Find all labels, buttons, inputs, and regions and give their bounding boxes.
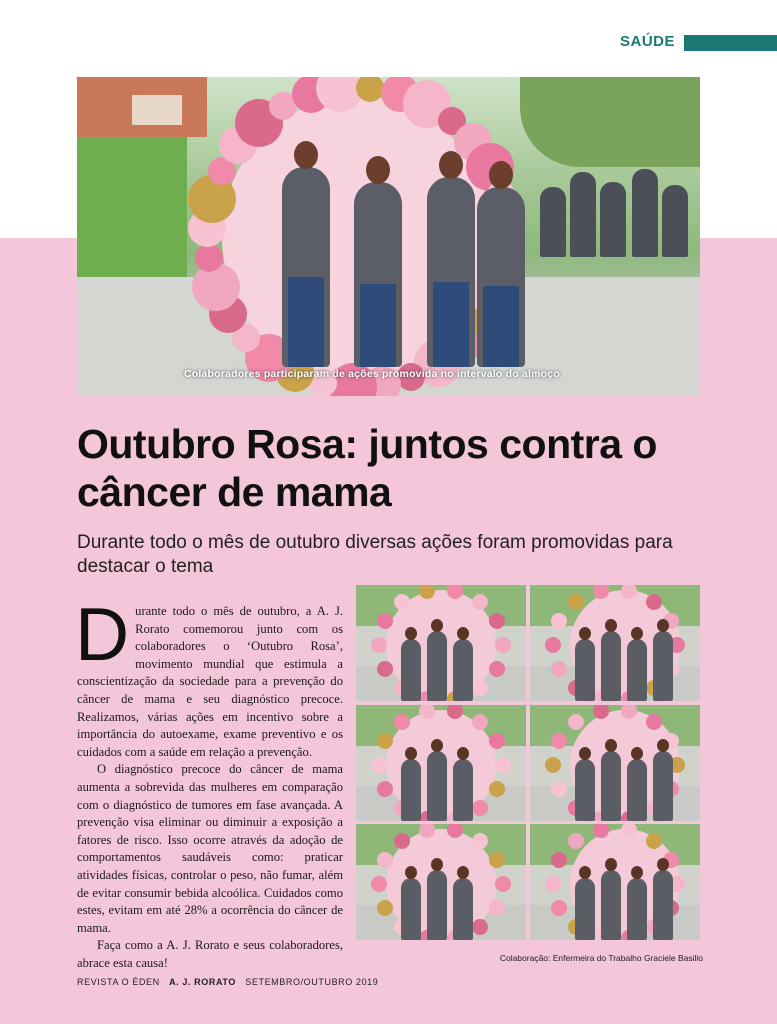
balloon — [472, 833, 488, 849]
balloon — [472, 680, 488, 696]
person — [453, 639, 473, 701]
person — [427, 631, 447, 701]
balloon — [371, 757, 387, 773]
balloon — [472, 714, 488, 730]
balloon — [551, 661, 567, 677]
balloon — [551, 900, 567, 916]
balloon — [489, 733, 505, 749]
page-footer — [77, 977, 378, 987]
footer-magazine: REVISTA O ÉDEN — [77, 977, 160, 987]
balloon — [489, 613, 505, 629]
footer-brand: A. J. RORATO — [169, 977, 236, 987]
balloon — [472, 800, 488, 816]
photo-crowd — [540, 147, 690, 257]
balloon — [371, 876, 387, 892]
person — [601, 870, 621, 940]
photo-credit: Colaboração: Enfermeira do Trabalho Graciele Basilio — [499, 953, 703, 963]
balloon — [545, 757, 561, 773]
photo-grid-5 — [356, 824, 526, 940]
person — [453, 759, 473, 821]
person — [601, 751, 621, 821]
balloon — [551, 781, 567, 797]
balloon — [489, 852, 505, 868]
person — [427, 870, 447, 940]
balloon — [646, 833, 662, 849]
paragraph-2: O diagnóstico precoce do câncer de mama aumenta a sobrevida das mulheres em comparação com o diagnóstico de tumores em fase avançada. A prevenção visa eliminar ou diminuir a exposição a fatores de risco. Isso ocorre através da adoção de comportamentos saudáveis como: praticar atividades físicas, controlar o peso, não fumar, além de evitar consumir bebida alcoólica. Cuidados como estes, evitam em até 28% a ocorrência do câncer de mama. — [77, 762, 343, 935]
balloon — [472, 919, 488, 935]
article-title: Outubro Rosa: juntos contra o câncer de mama — [77, 421, 657, 515]
person — [627, 759, 647, 821]
balloon — [377, 661, 393, 677]
article-body — [75, 592, 343, 972]
balloon — [545, 876, 561, 892]
balloon — [489, 661, 505, 677]
photo-grid-3 — [356, 705, 526, 821]
hero-photo — [77, 77, 700, 396]
balloon — [646, 714, 662, 730]
balloon — [356, 77, 384, 102]
paragraph-1: urante todo o mês de outubro, a A. J. Rorato comemorou junto com os colaboradores o ‘Outubro Rosa’, movimento mundial que estimula a conscientização da sociedade para a prevenção do câncer de mama e seu diagnóstico precoce. Realizamos, várias ações em incentivo sobre a importância do autoexame, exame preventivo e os cuidados com a saúde em relação a prevenção. — [77, 604, 343, 759]
photo-grid-4 — [530, 705, 700, 821]
balloon — [551, 852, 567, 868]
person — [575, 878, 595, 940]
person — [653, 751, 673, 821]
balloon — [192, 263, 240, 311]
article-subtitle: Durante todo o mês de outubro diversas ações foram promovidas para destacar o tema — [77, 532, 673, 577]
photo-group-of-women — [282, 117, 532, 367]
person — [401, 759, 421, 821]
photo-grid-1 — [356, 585, 526, 701]
photo-grid-6 — [530, 824, 700, 940]
person — [453, 878, 473, 940]
drop-cap: D — [75, 592, 130, 676]
photo-building — [77, 77, 207, 137]
person — [627, 878, 647, 940]
person — [401, 878, 421, 940]
section-label: SAÚDE — [620, 33, 676, 50]
balloon — [472, 594, 488, 610]
balloon — [489, 900, 505, 916]
person — [653, 631, 673, 701]
photo-grid-2 — [530, 585, 700, 701]
photo-lawn — [77, 137, 187, 297]
balloon — [377, 781, 393, 797]
balloon — [545, 637, 561, 653]
person — [601, 631, 621, 701]
hero-caption: Colaboradores participaram de ações promovida no intervalo do almoço — [184, 368, 560, 380]
person — [653, 870, 673, 940]
person — [401, 639, 421, 701]
balloon — [377, 900, 393, 916]
person — [427, 751, 447, 821]
section-accent-bar — [684, 35, 777, 51]
balloon — [551, 613, 567, 629]
balloon — [495, 637, 511, 653]
paragraph-3: Faça como a A. J. Rorato e seus colaboradores, abrace esta causa! — [77, 938, 343, 970]
balloon — [489, 781, 505, 797]
balloon — [495, 876, 511, 892]
balloon — [195, 244, 223, 272]
balloon — [495, 757, 511, 773]
balloon — [551, 733, 567, 749]
person — [575, 759, 595, 821]
person — [627, 639, 647, 701]
balloon — [371, 637, 387, 653]
footer-issue: SETEMBRO/OUTUBRO 2019 — [245, 977, 379, 987]
person — [575, 639, 595, 701]
balloon — [646, 594, 662, 610]
